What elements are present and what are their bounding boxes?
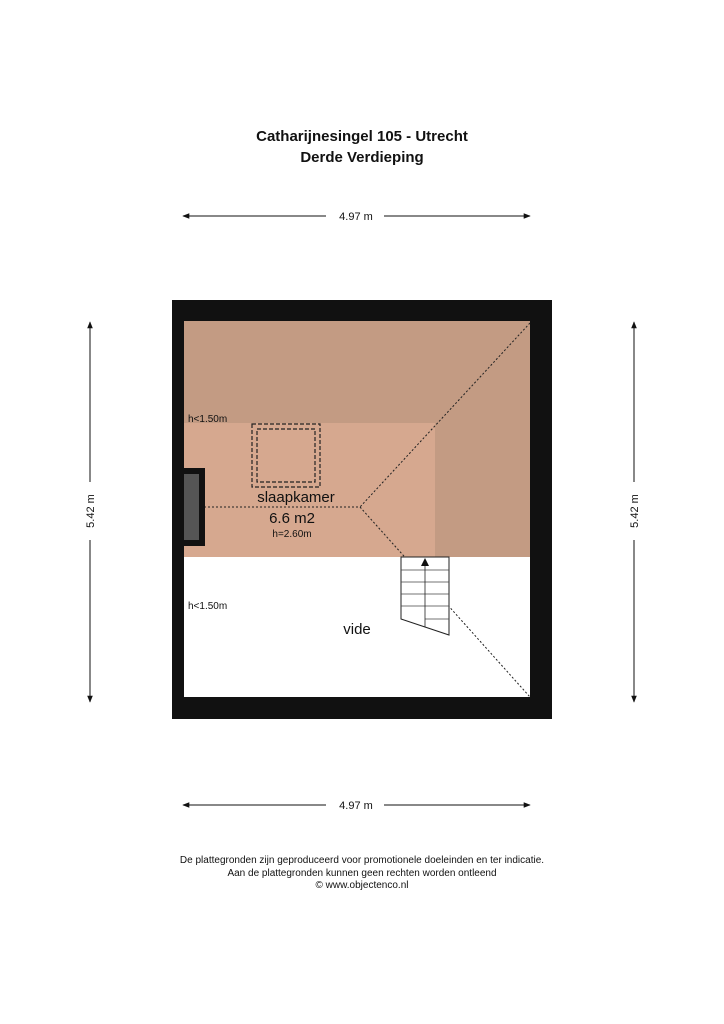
void-label: vide: [343, 621, 371, 638]
low-height-label-lower: h<1.50m: [188, 601, 228, 612]
bedroom-height: h=2.60m: [272, 529, 312, 540]
left-dimension: [85, 322, 97, 702]
top-dimension-label: 4.97 m: [339, 211, 373, 223]
right-dimension-label: 5.42 m: [629, 494, 641, 528]
right-dimension: [629, 322, 641, 702]
chimney-inner: [184, 474, 199, 540]
copyright-link[interactable]: © www.objectenco.nl: [315, 880, 409, 891]
top-dimension: [183, 211, 530, 223]
left-dimension-label: 5.42 m: [85, 494, 97, 528]
floor-name: Derde Verdieping: [300, 149, 424, 166]
disclaimer-line-1: De plattegronden zijn geproduceerd voor promotionele doeleinden en ter indicatie.: [179, 855, 545, 866]
bottom-dimension-label: 4.97 m: [339, 800, 373, 812]
bottom-dimension: [183, 800, 530, 812]
plan-title: Catharijnesingel 105 - Utrecht: [256, 128, 468, 145]
low-height-label-upper: h<1.50m: [188, 414, 228, 425]
disclaimer-line-2: Aan de plattegronden kunnen geen rechten worden ontleend: [227, 868, 497, 879]
bedroom-name: slaapkamer: [257, 489, 335, 506]
bedroom-area: 6.6 m2: [269, 510, 315, 527]
